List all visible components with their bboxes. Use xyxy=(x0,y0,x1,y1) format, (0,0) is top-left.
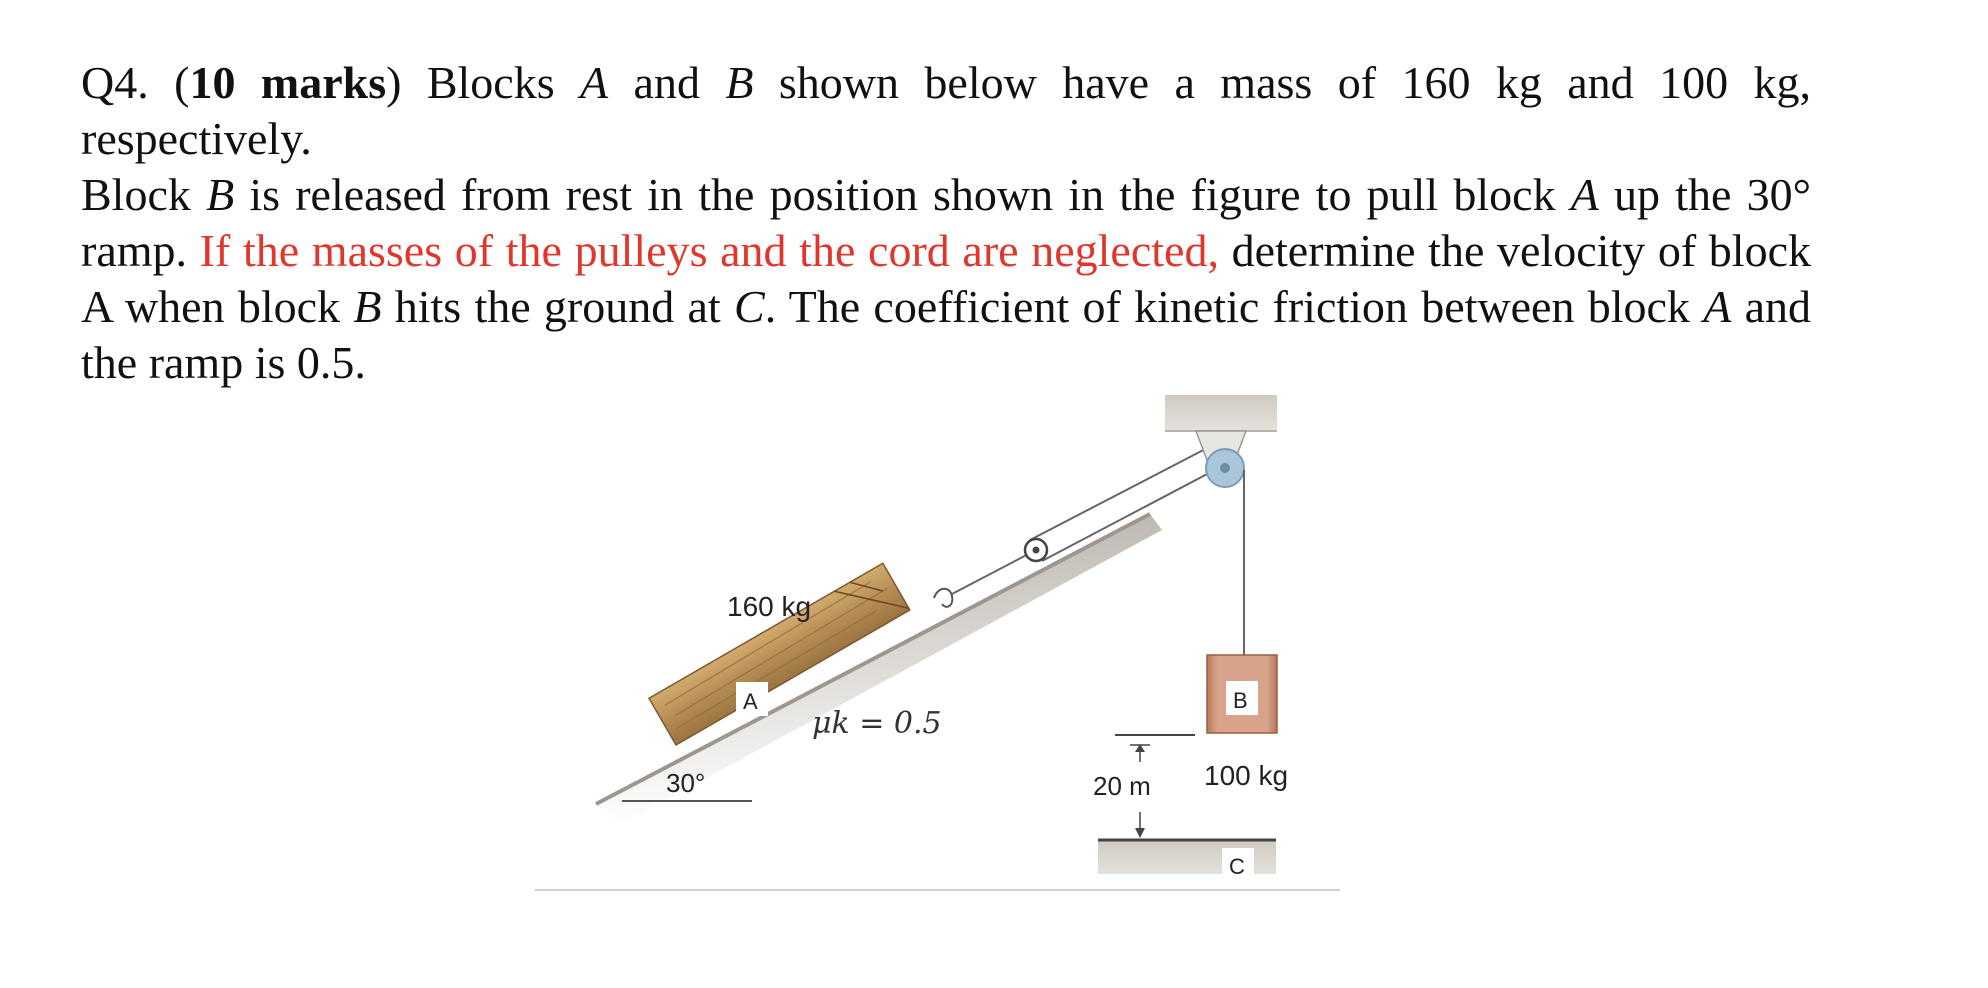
block-a-label: A xyxy=(743,689,758,714)
var-B: B xyxy=(725,57,754,108)
text-segment: up the 30° xyxy=(1598,169,1811,220)
var-A: A xyxy=(1703,281,1732,332)
var-B: B xyxy=(353,281,382,332)
text-segment: . The coefficient of kinetic friction between block xyxy=(764,281,1704,332)
cord-lower xyxy=(1042,462,1230,561)
text-segment: is released from rest in the position shown in the figure to pull block xyxy=(234,169,1571,220)
friction-coefficient-label: μk = 0.5 xyxy=(812,706,942,741)
text-segment: ramp. xyxy=(81,225,200,276)
cord-upper xyxy=(1030,445,1213,540)
text-segment: Block xyxy=(81,169,207,220)
ceiling xyxy=(1165,395,1277,431)
text-segment: and xyxy=(1731,281,1812,332)
movable-pulley-axle xyxy=(1033,547,1040,554)
var-B: B xyxy=(206,169,235,220)
hook xyxy=(934,589,952,607)
mass-b-label: 100 kg xyxy=(1204,760,1289,791)
ground-c-label: C xyxy=(1229,854,1245,879)
mass-a-label: 160 kg xyxy=(727,591,812,622)
var-A: A xyxy=(1570,169,1599,220)
angle-label: 30° xyxy=(666,768,706,798)
question-line-1: Q4. (10 marks) Blocks A and B shown below have a mass of 160 kg and 100 kg, respectively. xyxy=(81,57,1811,164)
ramp-surface xyxy=(596,514,1150,804)
highlighted-assumption: If the masses of the pulleys and the cord are neglected, xyxy=(199,225,1219,276)
arrowhead-down-icon xyxy=(1135,828,1145,838)
text-segment: hits the ground at xyxy=(381,281,734,332)
text-segment: ) Blocks xyxy=(386,57,581,108)
var-C: C xyxy=(734,281,765,332)
fixed-pulley-axle xyxy=(1220,463,1230,473)
text-segment: shown below have a mass of 160 kg and 100 kg, respectively. xyxy=(81,57,1811,164)
text-segment: and xyxy=(608,57,726,108)
height-label: 20 m xyxy=(1093,771,1151,801)
question-number: Q4. xyxy=(81,57,149,108)
text-segment: A when block xyxy=(81,281,354,332)
text-segment: determine the velocity of block xyxy=(1218,225,1811,276)
var-A: A xyxy=(580,57,609,108)
block-b-label: B xyxy=(1233,688,1248,713)
question-marks: 10 marks xyxy=(189,57,387,108)
question-line-5: the ramp is 0.5. xyxy=(81,337,366,388)
